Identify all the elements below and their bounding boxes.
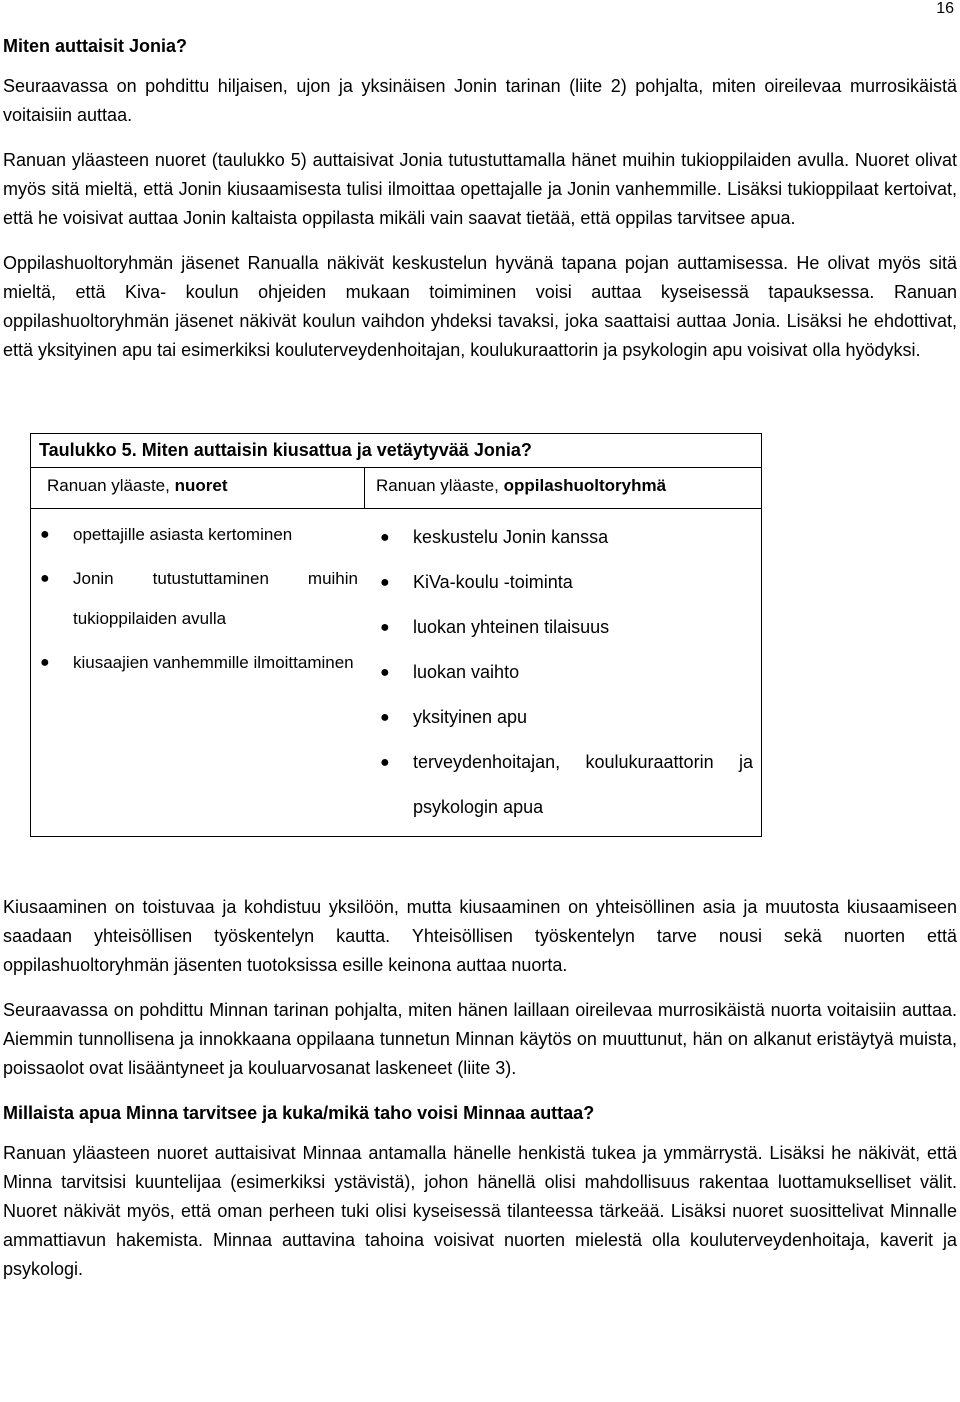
list-item	[37, 515, 358, 555]
list-item-text: terveydenhoitajan, koulukuraattorin ja psykologin apua	[413, 752, 753, 817]
list-item	[37, 559, 358, 639]
list-item-text: kiusaajien vanhemmille ilmoittaminen	[73, 653, 354, 672]
bullet-icon: ●	[380, 529, 390, 546]
paragraph-intro: Seuraavassa on pohdittu hiljaisen, ujon ja yksinäisen Jonin tarinan (liite 2) pohjalta, miten oireilevaa murrosikäistä voitaisiin auttaa.	[3, 76, 957, 125]
header-emphasis: nuoret	[174, 476, 228, 495]
table-column-youth	[31, 515, 365, 830]
bullet-icon: ●	[380, 754, 390, 771]
list-item	[377, 650, 753, 695]
list-item-text: luokan yhteinen tilaisuus	[413, 617, 610, 637]
table-title: Taulukko 5. Miten auttaisin kiusattua ja vetäytyvää Jonia?	[31, 434, 761, 468]
table-header-youth	[31, 468, 365, 508]
header-prefix: Ranuan yläaste,	[47, 476, 175, 495]
table-body	[31, 509, 761, 836]
list-item-text: opettajille asiasta kertominen	[73, 525, 293, 544]
paragraph-staff-help: Oppilashuoltoryhmän jäsenet Ranualla näkivät keskustelun hyvänä tapana pojan auttamisessa. He olivat myös sitä mieltä, että Kiva- koulun ohjeiden mukaan toimiminen voisi auttaa kyseisessä tapauksessa. Ranuan oppilashuoltoryhmän jäsenet näkivät koulun vaihdon yhdeksi tavaksi, joka saattaisi auttaa Jonia. Lisäksi he ehdottivat, että yksityinen apu tai esimerkiksi kouluterveydenhoitajan, koulukuraattorin ja psykologin apu voisivat olla hyödyksi.	[3, 253, 957, 360]
youth-list	[37, 515, 358, 683]
list-item	[377, 740, 753, 830]
bullet-icon: ●	[380, 664, 390, 681]
list-item	[377, 560, 753, 605]
paragraph-minna-intro: Seuraavassa on pohdittu Minnan tarinan pohjalta, miten hänen laillaan oireilevaa murrosikäistä nuorta voitaisiin auttaa. Aiemmin tunnollisena ja innokkaana oppilaana tunnetun Minnan käytös on muuttunut, hän on alkanut eristäytyä muista, poissaolot ovat lisääntyneet ja kouluarvosanat laskeneet (liite 3).	[3, 1000, 957, 1078]
list-item-text: KiVa-koulu -toiminta	[413, 572, 573, 592]
list-item-text: Jonin tutustuttaminen muihin tukioppilaiden avulla	[73, 569, 358, 628]
list-item	[377, 515, 753, 560]
paragraph-minna-help: Ranuan yläasteen nuoret auttaisivat Minnaa antamalla hänelle henkistä tukea ja ymmärrystä. Lisäksi he näkivät, että Minna tarvitsisi kuuntelijaa (esimerkiksi ystävistä), johon hänellä olisi mahdollisuus rakentaa luottamukselliset välit. Nuoret näkivät myös, että oman perheen tuki olisi kyseisessä tilanteessa tärkeää. Lisäksi nuoret suosittelivat Minnalle ammattiavun hakemista. Minnaa auttavina tahoina voisivat nuorten mielestä olla kouluterveydenhoitaja, kaverit ja psykologi.	[3, 1143, 957, 1279]
bullet-icon: ●	[40, 570, 50, 587]
list-item-text: keskustelu Jonin kanssa	[413, 527, 609, 547]
page-number: 16	[936, 0, 954, 17]
table-header-staff	[365, 468, 761, 508]
list-item	[377, 695, 753, 740]
bullet-icon: ●	[380, 574, 390, 591]
list-item-text: luokan vaihto	[413, 662, 520, 682]
table-5	[30, 433, 762, 837]
section-heading-minna: Millaista apua Minna tarvitsee ja kuka/mikä taho voisi Minnaa auttaa?	[3, 1103, 595, 1123]
table-column-staff	[365, 515, 761, 830]
list-item	[377, 605, 753, 650]
paragraph-youth-help: Ranuan yläasteen nuoret (taulukko 5) auttaisivat Jonia tutustuttamalla hänet muihin tukioppilaiden avulla. Nuoret olivat myös sitä mieltä, että Jonin kiusaamisesta tulisi ilmoittaa opettajalle ja Jonin vanhemmille. Lisäksi tukioppilaat kertoivat, että he voisivat auttaa Jonin kaltaista oppilasta mikäli vain saavat tietää, että oppilas tarvitsee apua.	[3, 150, 957, 228]
bullet-icon: ●	[380, 619, 390, 636]
staff-list	[377, 515, 753, 830]
bullet-icon: ●	[380, 709, 390, 726]
table-header-row	[31, 468, 761, 509]
header-emphasis: oppilashuoltoryhmä	[503, 476, 667, 495]
list-item-text: yksityinen apu	[413, 707, 528, 727]
paragraph-community: Kiusaaminen on toistuvaa ja kohdistuu yksilöön, mutta kiusaaminen on yhteisöllinen asia ja muutosta kiusaamiseen saadaan yhteisöllisen työskentelyn kautta. Yhteisöllisen työskentelyn tarve nousi sekä nuorten että oppilashuoltoryhmän jäsenten tuotoksissa esille keinona auttaa nuorta.	[3, 897, 957, 975]
section-heading-jonia: Miten auttaisit Jonia?	[3, 36, 188, 56]
list-item	[37, 643, 358, 683]
bullet-icon: ●	[40, 654, 50, 671]
header-prefix: Ranuan yläaste,	[376, 476, 504, 495]
bullet-icon: ●	[40, 526, 50, 543]
document-body	[3, 32, 957, 1284]
